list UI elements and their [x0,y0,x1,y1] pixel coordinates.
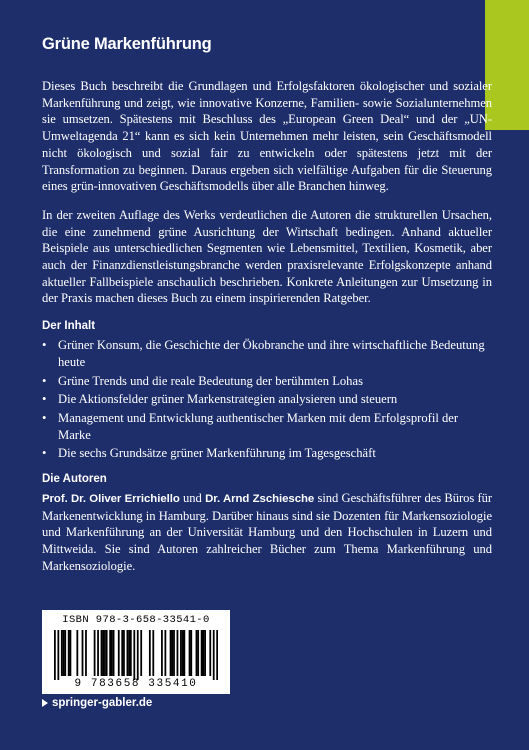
barcode-bar [111,630,113,676]
barcode-bar [216,630,218,680]
barcode-bar [152,630,154,676]
list-item-text: Die sechs Grundsätze grüner Markenführung im Tagesgeschäft [58,446,376,461]
barcode-bar [68,630,70,676]
barcode-bar [182,630,184,676]
barcode-bar [204,630,206,676]
description-paragraph-2: In der zweiten Auflage des Werks verdeutlichen die Autoren die strukturellen Ursachen, die eine zunehmend grüne Ausrichtung der Wirtschaft bedingen. Anhand aktueller Beispiele aus unterschiedlichen Segmenten wie Lebensmittel, Textilien, Kosmetik, aber auch der Finanzdienstleistungsbranche werden praxisrelevante Erfolgskonzepte anhand aktueller Fallbeispiele anschaulich beschrieben. Konkrete Anleitungen zur Umsetzung in der Praxis machen dieses Buch zu einem inspirierenden Ratgeber. [42,207,492,306]
barcode-bars [54,630,218,680]
barcode-bar [113,630,115,676]
book-title: Grüne Markenführung [42,35,212,53]
barcode-bar [130,630,132,676]
barcode-bar [140,630,142,676]
list-item [42,445,492,462]
barcode-digits: 9 783658 335410 [74,678,198,690]
barcode-bar [196,630,198,676]
barcode-bar [54,630,56,680]
list-item [42,373,492,390]
description-paragraph-1: Dieses Buch beschreibt die Grundlagen und Erfolgsfaktoren ökologischer und sozialer Markenführung und zeigt, wie innovative Konzerne, Familien- sowie Sozialunternehmen sie umsetzen. Spätestens mit Beschluss des „European Green Deal“ und der „UN-Umweltagenda 21“ kann es sich kein Unternehmen mehr leisten, sein Geschäftsmodell nicht ökologisch und sozial fair zu entwickeln oder spätestens jetzt mit der Transformation zu beginnen. Daraus ergeben sich vielfältige Aufgaben für die Steuerung eines grün-innovativen Geschäftsmodells über alle Branchen hinweg. [42,79,492,194]
barcode-bar [76,630,78,676]
list-item-text: Grüne Trends und die reale Bedeutung der berühmten Lohas [58,373,363,388]
website-label: springer-gabler.de [52,697,153,709]
barcode-bar [85,630,87,676]
contents-heading: Der Inhalt [42,320,96,333]
barcode-bar [173,630,175,676]
author-connector: und [183,491,202,506]
publisher-website[interactable] [42,697,152,709]
barcode-bar [94,630,96,676]
barcode-bar [170,630,172,676]
bullet-icon: • [42,338,47,353]
barcode-bar [201,630,203,676]
barcode-bar [102,630,104,676]
list-item [42,410,492,443]
barcode-bar [133,630,135,680]
barcode-bar [149,630,151,676]
arrow-right-icon [42,699,48,707]
bullet-icon: • [42,392,47,407]
barcode-bar [106,630,108,676]
barcode-bar [109,630,111,676]
barcode-bar [104,630,106,676]
barcode-bar [118,630,120,676]
barcode-bar [97,630,99,676]
list-item-text: Management und Entwicklung authentischer Marken mit dem Erfolgsprofil der Marke [58,410,459,442]
contents-list [42,337,492,462]
barcode-bar [127,630,129,676]
barcode-bar [161,630,163,676]
authors-heading: Die Autoren [42,473,107,486]
isbn-label: ISBN 978-3-658-33541-0 [62,614,210,626]
barcode-bar [82,630,84,676]
barcode-bar [128,630,130,676]
barcode-bar [123,630,125,676]
barcode-bar [183,630,185,676]
barcode-bar [197,630,199,676]
barcode-bar [101,630,103,676]
barcode-bar [190,630,192,676]
barcode-bar [171,630,173,676]
barcode-bar [164,630,166,676]
list-item-text: Grüner Konsum, die Geschichte der Ökobranche und ihre wirtschaftliche Bedeutung heute [58,338,485,369]
barcode-bar [213,630,215,680]
list-item [42,337,492,370]
author-name-1: Prof. Dr. Oliver Errichiello [42,493,180,506]
bullet-icon: • [42,410,47,425]
back-cover-text [42,34,492,587]
author-name-2: Dr. Arnd Zschiesche [205,493,315,506]
barcode-bar [180,630,182,676]
bullet-icon: • [42,446,47,461]
isbn-barcode [42,610,230,694]
authors-paragraph [42,490,492,575]
barcode-bar [121,630,123,676]
barcode-bar [64,630,66,676]
barcode-bar [202,630,204,676]
bullet-icon: • [42,373,47,388]
barcode-bar [70,630,72,676]
barcode-bar [189,630,191,676]
barcode-bar [63,630,65,676]
list-item [42,391,492,408]
barcode-bar [61,630,63,676]
list-item-text: Die Aktionsfelder grüner Markenstrategien analysieren und steuern [58,392,398,407]
barcode-bar [209,630,211,676]
barcode-bar [137,630,139,680]
authors-text: sind Geschäftsführer des Büros für Markenentwicklung in Hamburg. Darüber hinaus sind sie Dozenten für Markensoziologie und Markenführung an der Universität Hamburg und den Hochschulen in Luzern und Mittweida. Sie sind Autoren zahlreicher Bücher zum Thema Markenführung und Markensoziologie. [42,491,493,573]
barcode-bar [177,630,179,676]
barcode-bar [57,630,59,680]
